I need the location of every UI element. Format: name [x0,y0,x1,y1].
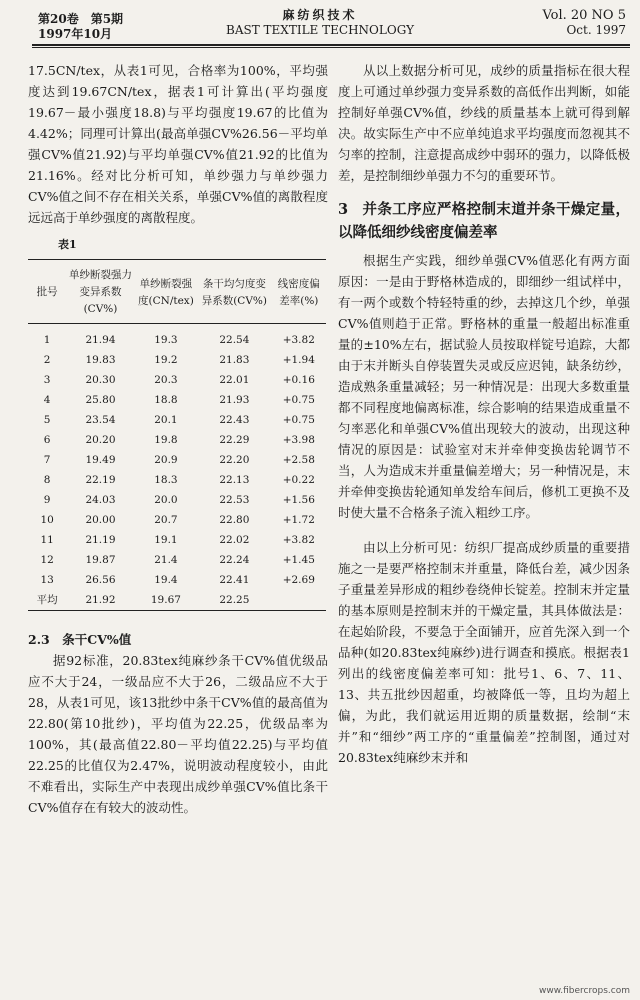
date-cn: 1997年10月 [38,27,113,41]
table-cell: 20.1 [154,414,178,426]
data-table [28,259,326,611]
table-cell: 19.67 [150,594,181,606]
table-row [28,470,326,490]
table-cell: 21.94 [85,334,116,346]
col-header-strength: 单纱断裂强度(CN/tex) [138,277,194,307]
volume-en: Vol. 20 NO 5 [542,8,626,23]
table-cell: 22.19 [85,474,116,486]
table-row [28,350,326,370]
header-rule [32,44,630,46]
table-cell: 19.87 [85,554,116,566]
section-3-heading [338,198,630,244]
table-cell: 22.20 [219,454,250,466]
table-cell: 20.00 [85,514,116,526]
table-cell: 19.83 [85,354,116,366]
table-cell: +2.58 [282,454,315,466]
table-cell: 19.3 [154,334,178,346]
table-cell: 11 [40,534,54,546]
table-cell: +3.82 [282,334,315,346]
table-cell: 13 [40,574,54,586]
table-row [28,370,326,390]
date-en: Oct. 1997 [566,23,626,37]
table-cell: +2.69 [282,574,315,586]
section-number: 2.3 [28,632,50,647]
table-row [28,530,326,550]
table-cell: 22.43 [219,414,250,426]
journal-title-en: BAST TEXTILE TECHNOLOGY [226,23,414,37]
table-cell: +0.75 [282,394,315,406]
table-cell: 22.13 [219,474,250,486]
paragraph: 17.5CN/tex，从表1可见，合格率为100%，平均强度达到19.67CN/tex，据表1可计算出(平均强度19.67－最小强度18.8)与平均强度19.67的比值为4.42%；同理可计算出(最高单强CV%26.56－平均单强CV%值21.92)与平均单强CV%值21.92的比值为21.16%。经对比分析可知，单纱强力与单纱强力CV%值之间不存在相关关系，单强CV%值的离散程度远远高于单纱强度的离散程度。 [28,63,328,225]
table-cell: 19.8 [154,434,178,446]
table-title: 表1 [58,238,77,251]
table-cell: 22.41 [219,574,250,586]
table-cell: 19.1 [154,534,178,546]
table-cell: 8 [43,474,51,486]
table-cell: 12 [40,554,54,566]
col-header-evenness-cv: 条干均匀度变异系数(CV%) [201,277,267,307]
journal-volume-en [542,8,626,38]
table-cell: 22.54 [219,334,250,346]
page-header [0,0,640,44]
paragraph: 由以上分析可见：纺织厂提高成纱质量的重要措施之一是要严格控制末并重量，降低台差，减少因条子重量差异形成的粗纱卷绕伸长锭差。控制末并定量的基本原则是控制末并的干燥定量，其具体做法是：在起始阶段，不要急于全面铺开，应首先深入到一个品种(如20.83tex纯麻纱)进行调查和摸底。根据表1列出的线密度偏差率可知：批号1、6、7、11、13、共五批纱因超重，均被降低一等，且均为超上偏，为此，我们就运用近期的质量数据，绘制“末并”和“细纱”两工序的“重量偏差”控制图，通过对20.83tex纯麻纱末并和 [338,540,630,765]
table-cell: 3 [43,374,51,386]
table-cell: 20.7 [154,514,178,526]
table-cell: +0.16 [282,374,315,386]
table-row [28,390,326,410]
section-number: 3 [338,201,349,218]
table-cell: 22.25 [219,594,250,606]
header-rule-thin [32,47,630,48]
table-cell: 18.3 [154,474,178,486]
col-header-strength-cv: 单纱断裂强力变异系数(CV%) [68,269,132,315]
table-cell: 21.93 [219,394,250,406]
table-row [28,450,326,470]
section-2-3-heading [28,629,328,650]
table-cell: 5 [43,414,51,426]
table-cell: 22.24 [219,554,250,566]
table-row [28,490,326,510]
table-cell: 平均 [36,594,58,606]
table-cell: 23.54 [85,414,116,426]
table-cell: 4 [43,394,51,406]
table-cell: 22.80 [219,514,250,526]
left-column [28,60,328,818]
table-row [28,324,326,351]
table-row-average [28,590,326,611]
table-cell: 1 [43,334,51,346]
table-cell: +3.98 [282,434,315,446]
table-cell: 2 [43,354,51,366]
table-cell: 19.4 [154,574,178,586]
volume-issue-cn: 第20卷 第5期 [38,12,124,26]
table-row [28,550,326,570]
paragraph: 从以上数据分析可见，成纱的质量指标在很大程度上可通过单纱强力变异系数的高低作出判断，如能控制好单强CV%值，纱线的质量基本上就可得到解决。故实际生产中不应单纯追求平均强度而忽视其不匀率的控制，注意提高成纱中弱环的强力，以降低极差，是控制细纱单强力不匀的重要环节。 [338,63,630,183]
table-cell: 6 [43,434,51,446]
section-title: 并条工序应严格控制末道并条干燥定量，以降低细纱线密度偏差率 [338,201,630,241]
paragraph: 据92标准，20.83tex纯麻纱条干CV%值优级品应不大于24，一级品应不大于26，二级品应不大于28，从表1可见，该13批纱中条干CV%值的最高值为22.80(第10批纱)，平均值为22.25，优级品率为100%，其(最高值22.80－平均值22.25)与平均值22.25的比值仅为2.47%，说明波动程度较小，由此不难看出，实际生产中表现出成纱单强CV%值比条干CV%值存在有较大的波动性。 [28,653,328,815]
table-header-row [28,260,326,324]
col-header-batch: 批号 [36,286,58,298]
table-cell: 21.92 [85,594,116,606]
table-cell: +3.82 [282,534,315,546]
table-cell: +1.56 [282,494,315,506]
table-cell: 21.4 [154,554,178,566]
table-cell: 25.80 [85,394,116,406]
table-cell [272,590,326,611]
table-row [28,410,326,430]
table-cell: 22.29 [219,434,250,446]
table-cell: +1.45 [282,554,315,566]
table-row [28,570,326,590]
table-cell: 10 [40,514,54,526]
journal-title-cn: 麻纺织技术 [282,8,358,22]
table-cell: 20.20 [85,434,116,446]
table-cell: 21.83 [219,354,250,366]
section-title: 条干CV%值 [62,632,132,647]
table-row [28,510,326,530]
table-cell: 22.01 [219,374,250,386]
table-cell: +0.22 [282,474,315,486]
table-cell: 20.9 [154,454,178,466]
table-cell: 26.56 [85,574,116,586]
table-cell: 19.2 [154,354,178,366]
table-cell: 22.02 [219,534,250,546]
paragraph: 根据生产实践，细纱单强CV%值恶化有两方面原因：一是由于野格林造成的，即细纱一组试样中，有一两个或数个特轻特重的纱，去掉这几个纱，单强CV%值则趋于正常。野格林的重量一般超出标准重量的±10%左右，据试验人员按取样锭号追踪，大都由于末并断头自停装置失灵或反应迟钝，缺条纺纱，造成熟条重量减轻；另一种情况是：出现大多数重量都不同程度地偏离标准，综合影响的结果造成重量不匀率恶化和单强CV%值出现较大的波动，出现这种情况的原因是：试验室对末并牵伸变换齿轮调节不当，人为造成末并重量偏差增大；另一种情况是，末并牵伸变换齿轮通知单发给车间后，修机工更换不及时使大量不合格条子流入粗纱工序。 [338,253,630,520]
table-cell: 22.53 [219,494,250,506]
table-cell: +1.94 [282,354,315,366]
table-cell: +0.75 [282,414,315,426]
table-cell: 20.30 [85,374,116,386]
table-row [28,430,326,450]
right-column [338,60,630,768]
col-header-deviation: 线密度偏差率(%) [277,277,320,307]
table-cell: +1.72 [282,514,315,526]
table-cell: 9 [43,494,51,506]
table-cell: 20.3 [154,374,178,386]
site-watermark: www.fibercrops.com [539,986,630,996]
table-cell: 7 [43,454,51,466]
table-cell: 18.8 [154,394,178,406]
table-cell: 20.0 [154,494,178,506]
table-cell: 19.49 [85,454,116,466]
table-cell: 21.19 [85,534,116,546]
table-cell: 24.03 [85,494,116,506]
